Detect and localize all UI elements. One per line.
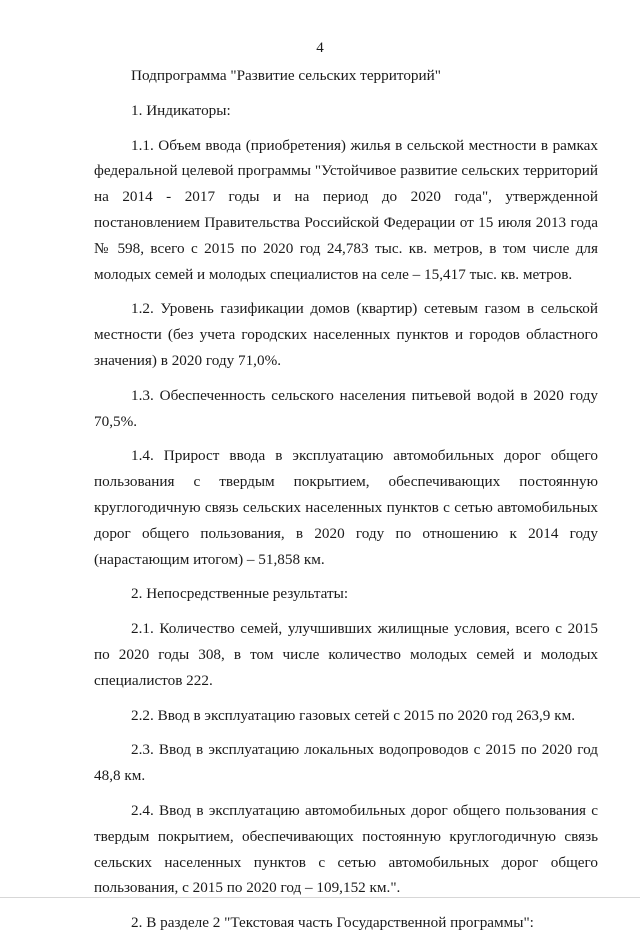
paragraph-2-4: 2.4. Ввод в эксплуатацию автомобильных дорог общего пользования с твердым покрытием, обеспечивающих постоянную круглогодичную связь сельских населенных пунктов с сетью автомобильных дорог общего пользования, с 2015 по 2020 год – 109,152 км.". (94, 801, 598, 897)
paragraph-1-4: 1.4. Прирост ввода в эксплуатацию автомобильных дорог общего пользования с твердым покрытием, обеспечивающих постоянную круглогодичную связь сельских населенных пунктов с сетью автомобильных дорог общего пользования, в 2020 году по отношению к 2014 году (нарастающим итогом) – 51,858 км. (94, 447, 598, 568)
section-indicators-title: 1. Индикаторы: (131, 101, 231, 119)
section-2-heading: 2. В разделе 2 "Текстовая часть Государственной программы": (131, 914, 534, 932)
document-body (94, 63, 598, 936)
paragraph-2-2: 2.2. Ввод в эксплуатацию газовых сетей с 2015 по 2020 год 263,9 км. (131, 706, 575, 724)
paragraph-1-1: 1.1. Объем ввода (приобретения) жилья в сельской местности в рамках федеральной целевой программы "Устойчивое развитие сельских территорий на 2014 - 2017 годы и на период до 2020 года", утвержденной постановлением Правительства Российской Федерации от 15 июля 2013 года № 598, всего с 2015 по 2020 год 24,783 тыс. кв. метров, в том числе для молодых семей и молодых специалистов на селе – 15,417 тыс. кв. метров. (94, 136, 598, 283)
paragraph-1-2: 1.2. Уровень газификации домов (квартир) сетевым газом в сельской местности (без учета городских населенных пунктов и городов областного значения) в 2020 году 71,0%. (94, 300, 598, 369)
paragraph-2-3: 2.3. Ввод в эксплуатацию локальных водопроводов с 2015 по 2020 год 48,8 км. (94, 741, 598, 785)
paragraph-1-3: 1.3. Обеспеченность сельского населения питьевой водой в 2020 году 70,5%. (94, 386, 598, 430)
section-results-title: 2. Непосредственные результаты: (131, 585, 349, 603)
paragraph-2-1: 2.1. Количество семей, улучшивших жилищные условия, всего с 2015 по 2020 годы 308, в том числе количество молодых семей и молодых специалистов 222. (94, 620, 598, 689)
bottom-edge-line (0, 897, 640, 898)
page-number: 4 (316, 40, 324, 56)
subprogram-heading: Подпрограмма "Развитие сельских территорий" (131, 67, 441, 84)
